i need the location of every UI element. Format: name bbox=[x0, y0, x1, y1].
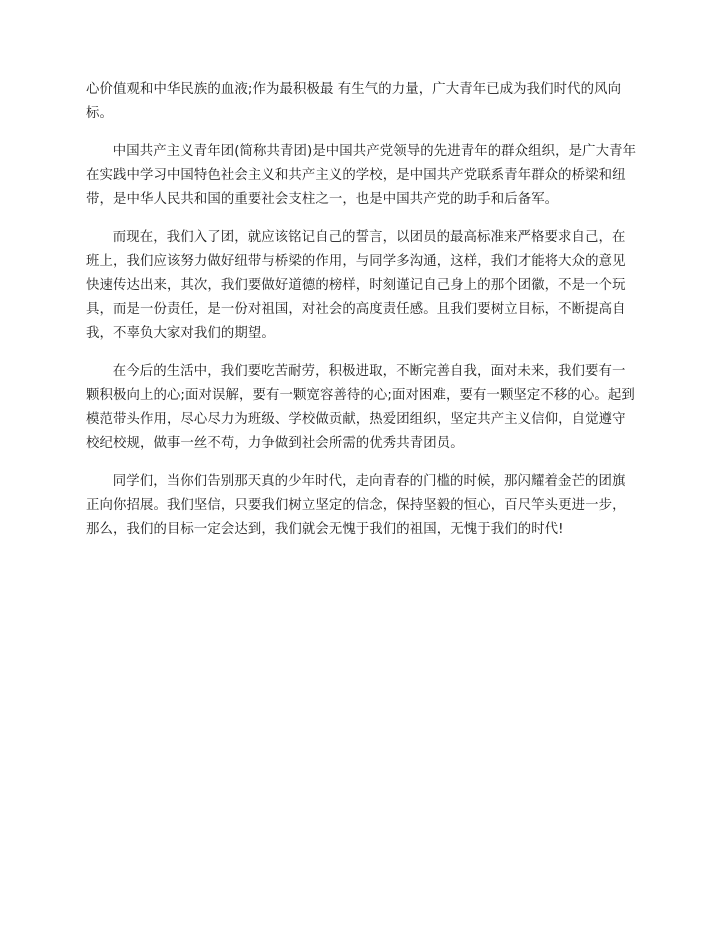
paragraph-3: 而现在，我们入了团，就应该铭记自己的誓言，以团员的最高标准来严格要求自己，在班上，我们应该努力做好纽带与桥梁的作用，与同学多沟通，这样，我们才能将大众的意见快速传达出来，其次，我们要做好道德的榜样，时刻谨记自己身上的那个团徽，不是一个玩具，而是一份责任，是一份对祖国，对社会的高度责任感。且我们要树立目标，不断提高自我，不辜负大家对我们的期望。 bbox=[86, 230, 626, 341]
paragraph-4: 在今后的生活中，我们要吃苦耐劳，积极进取，不断完善自我，面对未来，我们要有一颗积极向上的心;面对误解，要有一颗宽容善待的心;面对困难，要有一颗坚定不移的心。起到模范带头作用，尽心尽力为班级、学校做贡献，热爱团组织，坚定共产主义信仰，自觉遵守校纪校规，做事一丝不苟，力争做到社会所需的优秀共青团员。 bbox=[86, 364, 635, 451]
paragraph-1: 心价值观和中华民族的血液;作为最积极最 有生气的力量，广大青年已成为我们时代的风向标。 bbox=[86, 82, 622, 121]
paragraph-5: 同学们，当你们告别那天真的少年时代，走向青春的门槛的时候，那闪耀着金芒的团旗正向你招展。我们坚信，只要我们树立坚定的信念，保持坚毅的恒心，百尺竿头更进一步，那么，我们的目标一定会达到，我们就会无愧于我们的祖国，无愧于我们的时代! bbox=[86, 474, 626, 537]
paragraph-2: 中国共产主义青年团(简称共青团)是中国共产党领导的先进青年的群众组织，是广大青年在实践中学习中国特色社会主义和共产主义的学校，是中国共产党联系青年群众的桥梁和纽带，是中华人民共和国的重要社会支柱之一，也是中国共产党的助手和后备军。 bbox=[86, 144, 637, 207]
document-body bbox=[86, 78, 638, 542]
